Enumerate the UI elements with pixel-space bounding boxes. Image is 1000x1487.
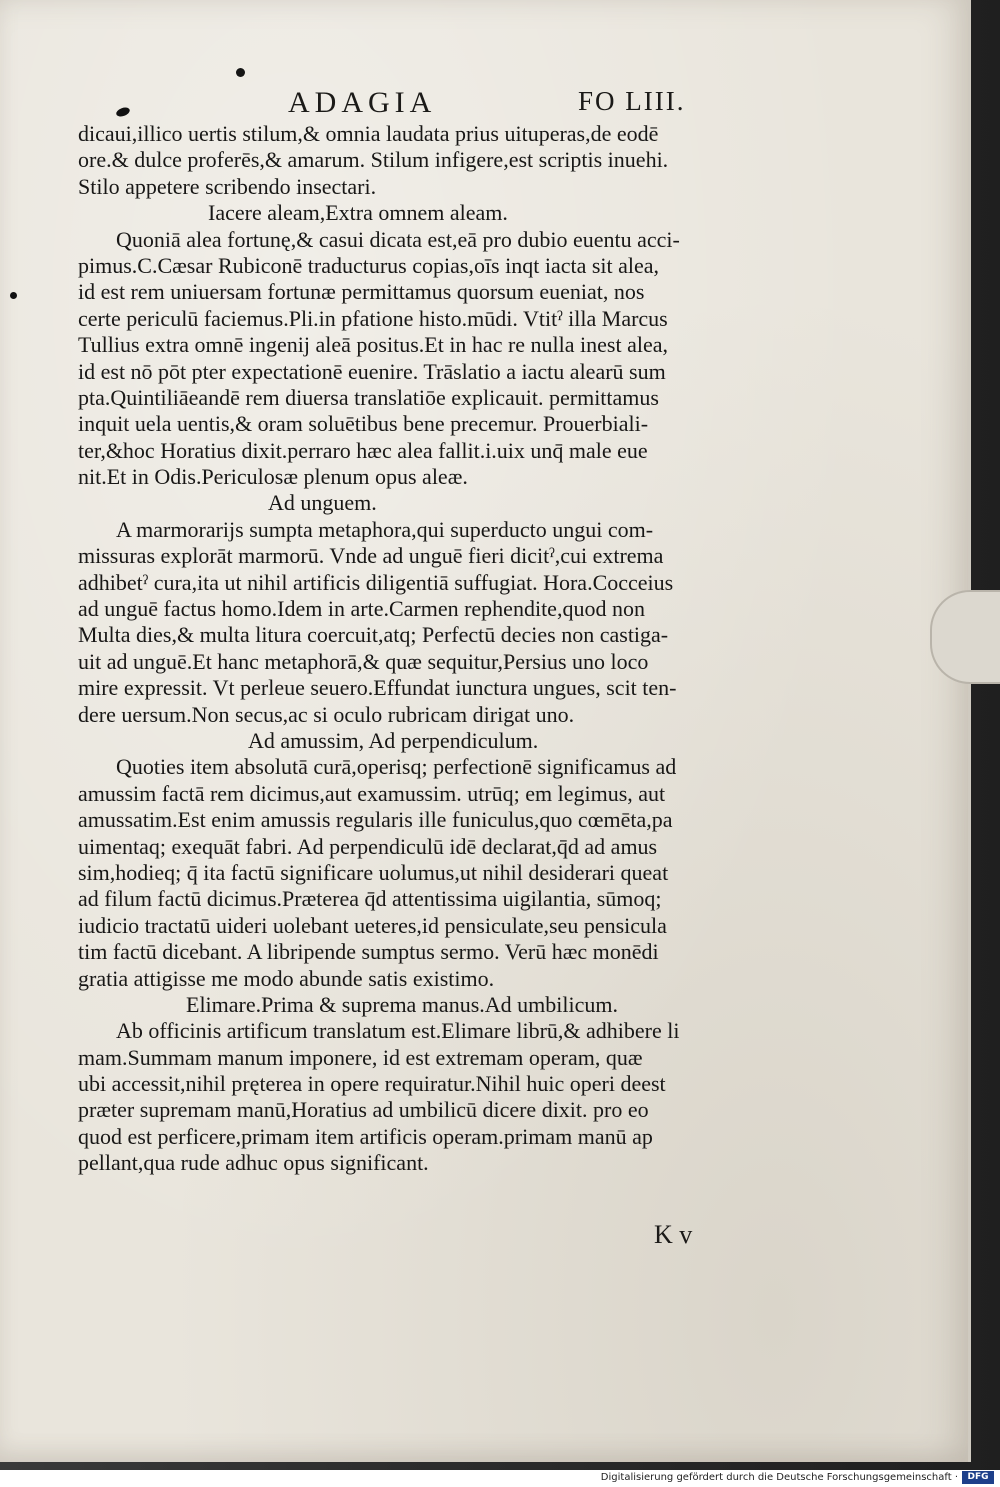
adage-heading: Iacere aleam,Extra omnem aleam. xyxy=(208,200,508,226)
text-line: Ab officinis artificum translatum est.Elimare librū,& adhibere li xyxy=(116,1018,680,1044)
text-line: gratia attigisse me modo abunde satis existimo. xyxy=(78,965,495,991)
text-line: ad unguē factus homo.Idem in arte.Carmen rephendite,quod non xyxy=(78,596,645,622)
text-line: mire expressit. Vt perleue seuero.Effundat iunctura ungues, scit ten- xyxy=(78,675,677,701)
adage-heading: Elimare.Prima & suprema manus.Ad umbilicum. xyxy=(186,991,618,1017)
text-line: certe periculū faciemus.Pli.in pfatione histo.mūdi. Vtitˀ illa Marcus xyxy=(78,305,668,331)
text-line: sim,hodieq; q̄ ita factū significare uolumus,ut nihil desiderari queat xyxy=(78,859,669,885)
text-line: ter,&hoc Horatius dixit.perraro hæc alea fallit.i.uix unq̄ male eue xyxy=(78,437,648,463)
text-line: uimentaq; exequāt fabri. Ad perpendiculū idē declarat,q̄d ad amus xyxy=(78,833,658,859)
text-line: nit.Et in Odis.Periculosæ plenum opus aleæ. xyxy=(78,464,468,490)
running-title: ADAGIA xyxy=(288,86,437,119)
text-line: Stilo appetere scribendo insectari. xyxy=(78,173,377,199)
text-line: Quoniā alea fortunę,& casui dicata est,eā pro dubio euentu acci- xyxy=(116,226,680,252)
text-line: pimus.C.Cæsar Rubiconē traducturus copias,oīs inqt iacta sit alea, xyxy=(78,252,660,278)
text-line: Quoties item absolutā curā,operisq; perfectionē significamus ad xyxy=(116,754,677,780)
text-line: ad filum factū dicimus.Præterea q̄d attentissima uigilantia, sūmoq; xyxy=(78,886,662,912)
text-line: missuras explorāt marmorū. Vnde ad unguē fieri dicitˀ,cui extrema xyxy=(78,543,664,569)
text-line: A marmorarijs sumpta metaphora,qui superducto ungui com- xyxy=(116,516,654,542)
footer-credit: Digitalisierung gefördert durch die Deutsche Forschungsgemeinschaft · xyxy=(600,1472,958,1483)
page-edge-curl xyxy=(930,590,1000,684)
margin-ink-dot xyxy=(10,292,17,299)
text-line: id est nō pōt pter expectationē euenire. Trāslatio a iactu alearū sum xyxy=(78,358,666,384)
text-line: iudicio tractatū uideri uolebant ueteres,id pensiculate,seu pensicula xyxy=(78,912,667,938)
text-line: præter supremam manū,Horatius ad umbilicū dicere dixit. pro eo xyxy=(78,1097,649,1123)
text-line: uit ad unguē.Et hanc metaphorā,& quæ sequitur,Persius uno loco xyxy=(78,648,649,674)
text-line: ubi accessit,nihil pręterea in opere requiratur.Nihil huic operi deest xyxy=(78,1071,666,1097)
text-line: dere uersum.Non secus,ac si oculo rubricam dirigat uno. xyxy=(78,701,575,727)
ink-dot xyxy=(236,68,245,77)
text-line: pta.Quintiliāeandē rem diuersa translatiōe explicauit. permittamus xyxy=(78,384,659,410)
text-line: pellant,qua rude adhuc opus significant. xyxy=(78,1150,429,1176)
dfg-logo: DFG xyxy=(962,1471,994,1484)
text-line: tim factū dicebant. A libripende sumptus sermo. Verū hæc monēdi xyxy=(78,939,659,965)
text-line: ore.& dulce proferēs,& amarum. Stilum infigere,est scriptis inuehi. xyxy=(78,147,669,173)
text-line: Multa dies,& multa litura coercuit,atq; Perfectū decies non castiga- xyxy=(78,622,669,648)
adage-heading: Ad amussim, Ad perpendiculum. xyxy=(248,727,539,753)
text-line: id est rem uniuersam fortunæ permittamus quorsum eueniat, nos xyxy=(78,279,645,305)
text-line: dicaui,illico uertis stilum,& omnia laudata prius uituperas,de eodē xyxy=(78,121,659,146)
text-line: Tullius extra omnē ingenij aleā positus.Et in hac re nulla inest alea, xyxy=(78,332,668,358)
signature-mark: K v xyxy=(654,1220,693,1249)
adage-heading: Ad unguem. xyxy=(268,490,377,516)
text-line: quod est perficere,primam item artificis operam.primam manū ap xyxy=(78,1123,653,1149)
running-head xyxy=(0,82,968,122)
text-line: amussatim.Est enim amussis regularis ille funiculus,quo cœmēta,pa xyxy=(78,807,673,833)
main-text-block xyxy=(78,121,790,1177)
text-line: amussim factā rem dicimus,aut examussim. utrūq; em legimus, aut xyxy=(78,780,666,806)
text-line: inquit uela uentis,& oram soluētibus bene precemur. Prouerbiali- xyxy=(78,411,649,437)
text-line: mam.Summam manum imponere, id est extremam operam, quæ xyxy=(78,1044,643,1070)
text-line: adhibetˀ cura,ita ut nihil artificis diligentiā suffugiat. Hora.Cocceius xyxy=(78,569,674,595)
folio-number: FO LIII. xyxy=(578,86,686,116)
